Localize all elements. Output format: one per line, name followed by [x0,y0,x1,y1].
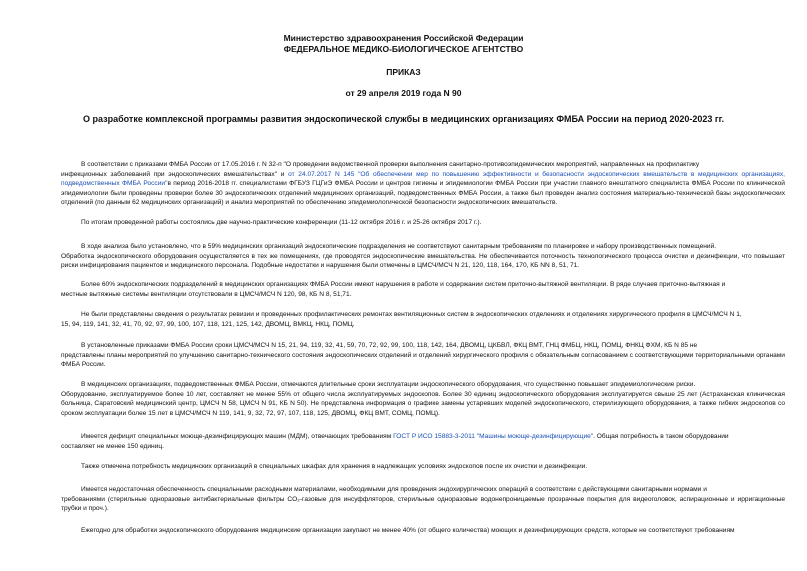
paragraph-10-first-line: Имеется недостаточная обеспеченность специальными расходными материалами, необходимыми для проведения эндохирургических операций в соответствии с действующими санитарными нормами и [81,486,707,493]
paragraph-6-first-line: В установленные приказами ФМБА России сроки ЦМСЧ/МСЧ N 15, 21, 94, 119, 32, 41, 59, 70, 72, 92, 99, 100, 118, 142, 164, ДВОМЦ, ЦКБВЛ, ФКЦ ВМТ, ГНЦ ФМБЦ, НКЦ, ПОМЦ, ФНКЦ ФХМ, КБ N 85 не [81,342,698,349]
paragraph-6-rest: представлены планы мероприятий по улучшению санитарно-технического состояния эндоскопических отделений и отделений хирургического профиля с обязательным согласованием с соответствующими территориальными органами ФМБА России. [61,351,785,369]
paragraph-7-first-line: В медицинских организациях, подведомственных ФМБА России, отмечаются длительные сроки эксплуатации эндоскопического оборудования, что существенно повышает эпидемиологические риски. [81,381,696,388]
paragraph-7 [61,380,785,418]
paragraph-5 [61,310,785,329]
paragraph-10 [61,485,785,514]
agency-name: ФЕДЕРАЛЬНОЕ МЕДИКО-БИОЛОГИЧЕСКОЕ АГЕНТСТВО [283,44,524,54]
ministry-name: Министерство здравоохранения Российской Федерации [283,33,524,43]
document-type: ПРИКАЗ [386,67,421,77]
paragraph-4-rest: местные вытяжные системы вентиляции отсутствовали в ЦМСЧ/МСЧ N 120, 98, КБ N 8, 51,71. [61,290,352,298]
paragraph-5-rest: 15, 94, 119, 141, 32, 41, 70, 92, 97, 99, 100, 107, 118, 121, 125, 142, ДВОМЦ, ВМКЦ, НКЦ, ПОМЦ. [61,320,355,328]
paragraph-1 [61,160,785,208]
gost-link[interactable]: ГОСТ Р ИСО 15883-3-2011 "Машины моюще-дезинфицирующие" [393,433,594,440]
paragraph-3 [61,242,785,271]
paragraph-8 [61,432,785,451]
paragraph-1-rest [61,170,785,208]
paragraph-1-text-after: в период 2016-2018 гг. специалистами ФГБУЗ ГЦГиЭ ФМБА России и центров гигиены и эпидемиологии ФМБА России при участии главного внештатного специалиста ФМБА России по клинической эпидемиологии были проведены проверки более 30 эндоскопических отделений медицинских организаций, подведомственных ФМБА России, а также был проведен анализ состояния материально-технической базы эндоскопических отделений (по данным 62 медицинских организаций) и анализ мероприятий по обеспечению эпидемиологической безопасности эндоскопических вмешательств. [61,180,785,207]
paragraph-8-text: Имеется дефицит специальных моюще-дезинфицирующих машин (МДМ), отвечающих требованиям [81,433,392,440]
paragraph-9 [61,462,785,472]
document-title: О разработке комплексной программы развития эндоскопической службы в медицинских организациях ФМБА России на период 2020-2023 гг. [83,114,724,124]
paragraph-8-text-after: . Общая потребность в таком оборудовании [593,433,729,440]
paragraph-1-first-line: В соответствии с приказами ФМБА России от 17.05.2016 г. N 32-п "О проведении ведомственной проверки выполнения санитарно-противоэпидемических мероприятий, направленных на профилактику [81,161,700,168]
paragraph-2-text: По итогам проведенной работы состоялись две научно-практические конференции (11-12 октября 2016 г. и 25-26 октября 2017 г.). [81,219,482,226]
paragraph-1-text-before: инфекционных заболеваний при эндоскопических вмешательствах" и [61,170,285,178]
order-145-link[interactable]: от 24.07.2017 N 145 "Об обеспечении мер по повышению эффективности и безопасности эндоскопических вмешательств в медицинских организациях, подведомственных ФМБА России" [61,170,785,188]
paragraph-3-first-line: В ходе анализа было установлено, что в 59% медицинских организаций эндоскопические подразделения не соответствуют санитарным требованиям по планировке и набору производственных помещений. [81,243,717,250]
paragraph-6 [61,341,785,370]
paragraph-8-first-line [61,432,785,442]
paragraph-5-first-line: Не были представлены сведения о результатах ревизии и проведенных профилактических ремонтах вентиляционных систем в эндоскопических отделениях и отделениях хирургического профиля в ЦМСЧ/МСЧ N 1, [81,311,742,318]
paragraph-10-rest: требованиями (стерильные одноразовые антибактериальные фильтры CO₂-газовые для инсуффляторов, стерильные одноразовые водонепроницаемые прозрачные покрытия для видеоголовок, аспирационные и ирригационные трубки и проч.). [61,495,785,513]
paragraph-7-rest: Оборудование, эксплуатируемое более 10 лет, составляет не менее 55% от общего числа эксплуатируемых эндоскопов. Более 30 единиц эндоскопического оборудования эксплуатируется свыше 25 лет (Астраханская клиническая больница, Саратовский медицинский центр, ЦМСЧ N 58, ЦМСЧ N 91, КБ N 50). Не представлена информация о графике замены устаревших моделей эндоскопического, стерилизующего оборудования, а также гибких эндоскопов со сроком эксплуатации более 15 лет в ЦМСЧ/МСЧ N 119, 141, 9, 32, 72, 97, 107, 118, 125, ДВОМЦ, ФКЦ ВМТ, СОМЦ, ПОМЦ). [61,390,785,417]
paragraph-4-first-line: Более 60% эндоскопических подразделений в медицинских организациях ФМБА России имеют нарушения в работе и содержании систем приточно-вытяжной вентиляции. В ряде случаев приточно-вытяжная и [81,281,726,288]
paragraph-11-first-line: Ежегодно для обработки эндоскопического оборудования медицинские организации закупают не менее 40% (от общего количества) моющих и дезинфицирующих средств, которые не соответствуют требованиям [81,527,735,534]
paragraph-11 [61,526,785,536]
paragraph-8-rest: составляет не менее 150 единиц. [61,442,164,450]
paragraph-3-rest: Обработка эндоскопического оборудования осуществляется в тех же помещениях, где проводятся эндоскопические вмешательства. Не обеспечивается поточность технологического процесса очистки и дезинфекции, что повышает риски инфицирования пациентов и медицинского персонала. Подобные недостатки и нарушения были отмечены в ЦМСЧ/МСЧ N 21, 120, 118, 164, 170, КБ NN 8, 51, 71. [61,252,785,270]
paragraph-2 [61,218,785,228]
document-date-number: от 29 апреля 2019 года N 90 [345,88,462,98]
paragraph-9-text: Также отмечена потребность медицинских организаций в специальных шкафах для хранения в надлежащих условиях эндоскопов после их очистки и дезинфекции. [81,463,588,470]
paragraph-4 [61,280,785,299]
